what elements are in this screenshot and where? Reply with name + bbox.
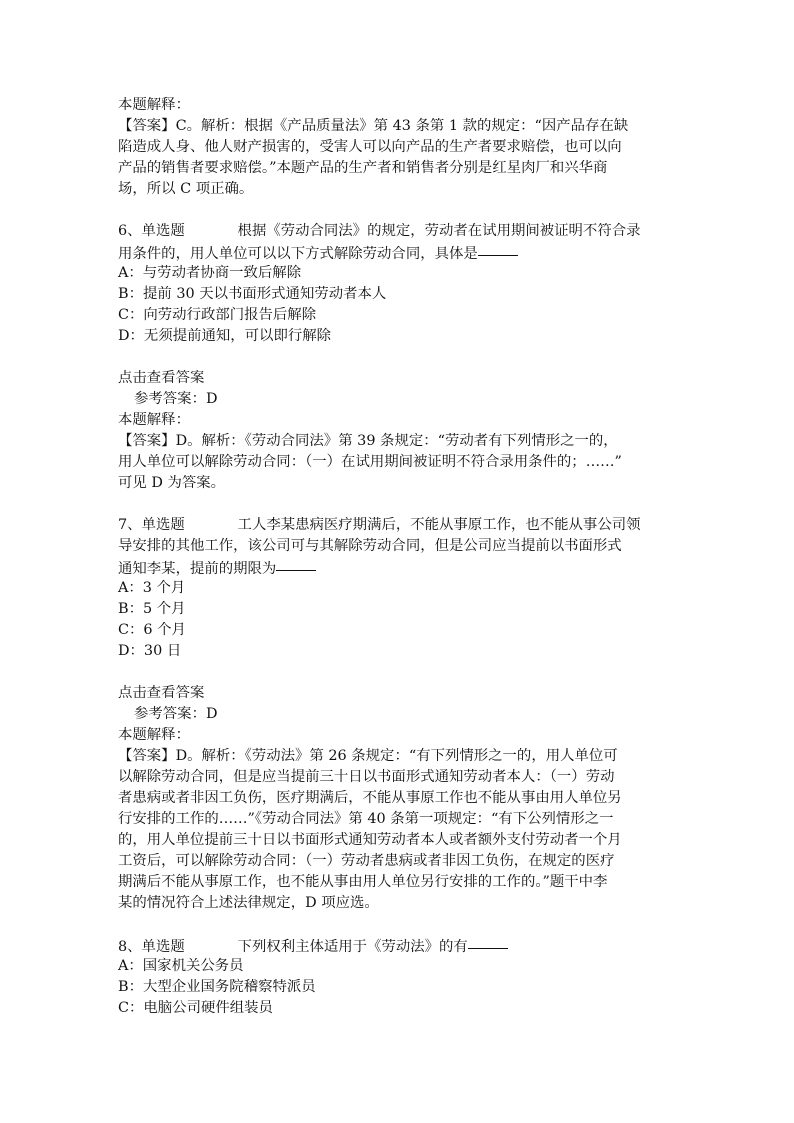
answer-blank [478, 240, 518, 256]
explanation-line: 产品的销售者要求赔偿。”本题产品的生产者和销售者分别是红星肉厂和兴华商 [118, 160, 608, 176]
question-stem-line: 下列权利主体适用于《劳动法》的有 [237, 939, 468, 955]
question-type: 单选题 [141, 223, 185, 239]
answer-blank [276, 555, 316, 571]
explanation-line: 【答案】D。解析：《劳动法》第 26 条规定：“有下列情形之一的，用人单位可 [118, 748, 618, 764]
explanation-line: 期满后不能从事原工作，也不能从事由用人单位另行安排的工作的。”题干中李 [118, 874, 608, 890]
explanation-line: 行安排的工作的……”《劳动合同法》第 40 条第一项规定：“有下公列情形之一 [118, 811, 614, 827]
question-stem-line-with-blank [118, 242, 674, 263]
option-c: C：6 个月 [118, 622, 186, 638]
question-7-heading [118, 515, 674, 536]
explanation-line: 的，用人单位提前三十日以书面形式通知劳动者本人或者额外支付劳动者一个月 [118, 832, 622, 848]
option-b: B：5 个月 [118, 601, 186, 617]
page-content [118, 95, 674, 1019]
explanation-label: 本题解释： [118, 412, 190, 428]
explanation-line: 可见 D 为答案。 [118, 475, 226, 491]
question-8-heading [118, 935, 674, 956]
question-stem-line: 导安排的其他工作，该公司可与其解除劳动合同，但是公司应当提前以书面形式 [118, 538, 622, 554]
question-6-heading [118, 221, 674, 242]
question-stem-line-with-blank [118, 557, 674, 578]
explanation-label: 本题解释： [118, 727, 190, 743]
option-c: C：向劳动行政部门报告后解除 [118, 307, 317, 323]
option-b: B：提前 30 天以书面形式通知劳动者本人 [118, 286, 387, 302]
explanation-line: 用人单位可以解除劳动合同：（一）在试用期间被证明不符合录用条件的；……” [118, 454, 622, 470]
reference-answer: 参考答案：D [134, 706, 218, 722]
option-d: D：30 日 [118, 643, 182, 659]
option-b: B：大型企业国务院稽察特派员 [118, 979, 316, 995]
view-answer-link[interactable]: 点击查看答案 [118, 685, 205, 701]
question-number: 7、 [118, 517, 142, 533]
question-type: 单选题 [141, 517, 185, 533]
reference-answer: 参考答案：D [134, 391, 218, 407]
option-d: D：无须提前通知，可以即行解除 [118, 328, 332, 344]
explanation-line: 以解除劳动合同，但是应当提前三十日以书面形式通知劳动者本人：（一）劳动 [118, 769, 615, 785]
question-stem-line: 工人李某患病医疗期满后，不能从事原工作，也不能从事公司领 [237, 517, 641, 533]
question-type: 单选题 [141, 939, 185, 955]
option-a: A：与劳动者协商一致后解除 [118, 265, 302, 281]
question-stem-line: 通知李某，提前的期限为 [118, 561, 277, 577]
question-stem-line: 根据《劳动合同法》的规定，劳动者在试用期间被证明不符合录 [237, 223, 641, 239]
question-number: 6、 [118, 223, 142, 239]
explanation-line: 者患病或者非因工负伤，医疗期满后，不能从事原工作也不能从事由用人单位另 [118, 790, 622, 806]
question-stem-line: 用条件的，用人单位可以以下方式解除劳动合同，具体是 [118, 246, 478, 262]
option-c: C：电脑公司硬件组装员 [118, 1000, 273, 1016]
answer-blank [468, 933, 508, 949]
explanation-line: 某的情况符合上述法律规定，D 项应选。 [118, 895, 379, 911]
option-a: A：3 个月 [118, 580, 186, 596]
explanation-line: 工资后，可以解除劳动合同：（一）劳动者患病或者非因工负伤，在规定的医疗 [118, 853, 615, 869]
view-answer-link[interactable]: 点击查看答案 [118, 370, 205, 386]
explanation-line: 【答案】C。解析：根据《产品质量法》第 43 条第 1 款的规定：“因产品存在缺 [118, 118, 629, 134]
explanation-line: 【答案】D。解析：《劳动合同法》第 39 条规定：“劳动者有下列情形之一的， [118, 433, 618, 449]
explanation-label: 本题解释： [118, 97, 190, 113]
explanation-line: 陷造成人身、他人财产损害的，受害人可以向产品的生产者要求赔偿，也可以向 [118, 139, 622, 155]
option-a: A：国家机关公务员 [118, 958, 244, 974]
explanation-line: 场，所以 C 项正确。 [118, 181, 254, 197]
question-number: 8、 [118, 939, 142, 955]
